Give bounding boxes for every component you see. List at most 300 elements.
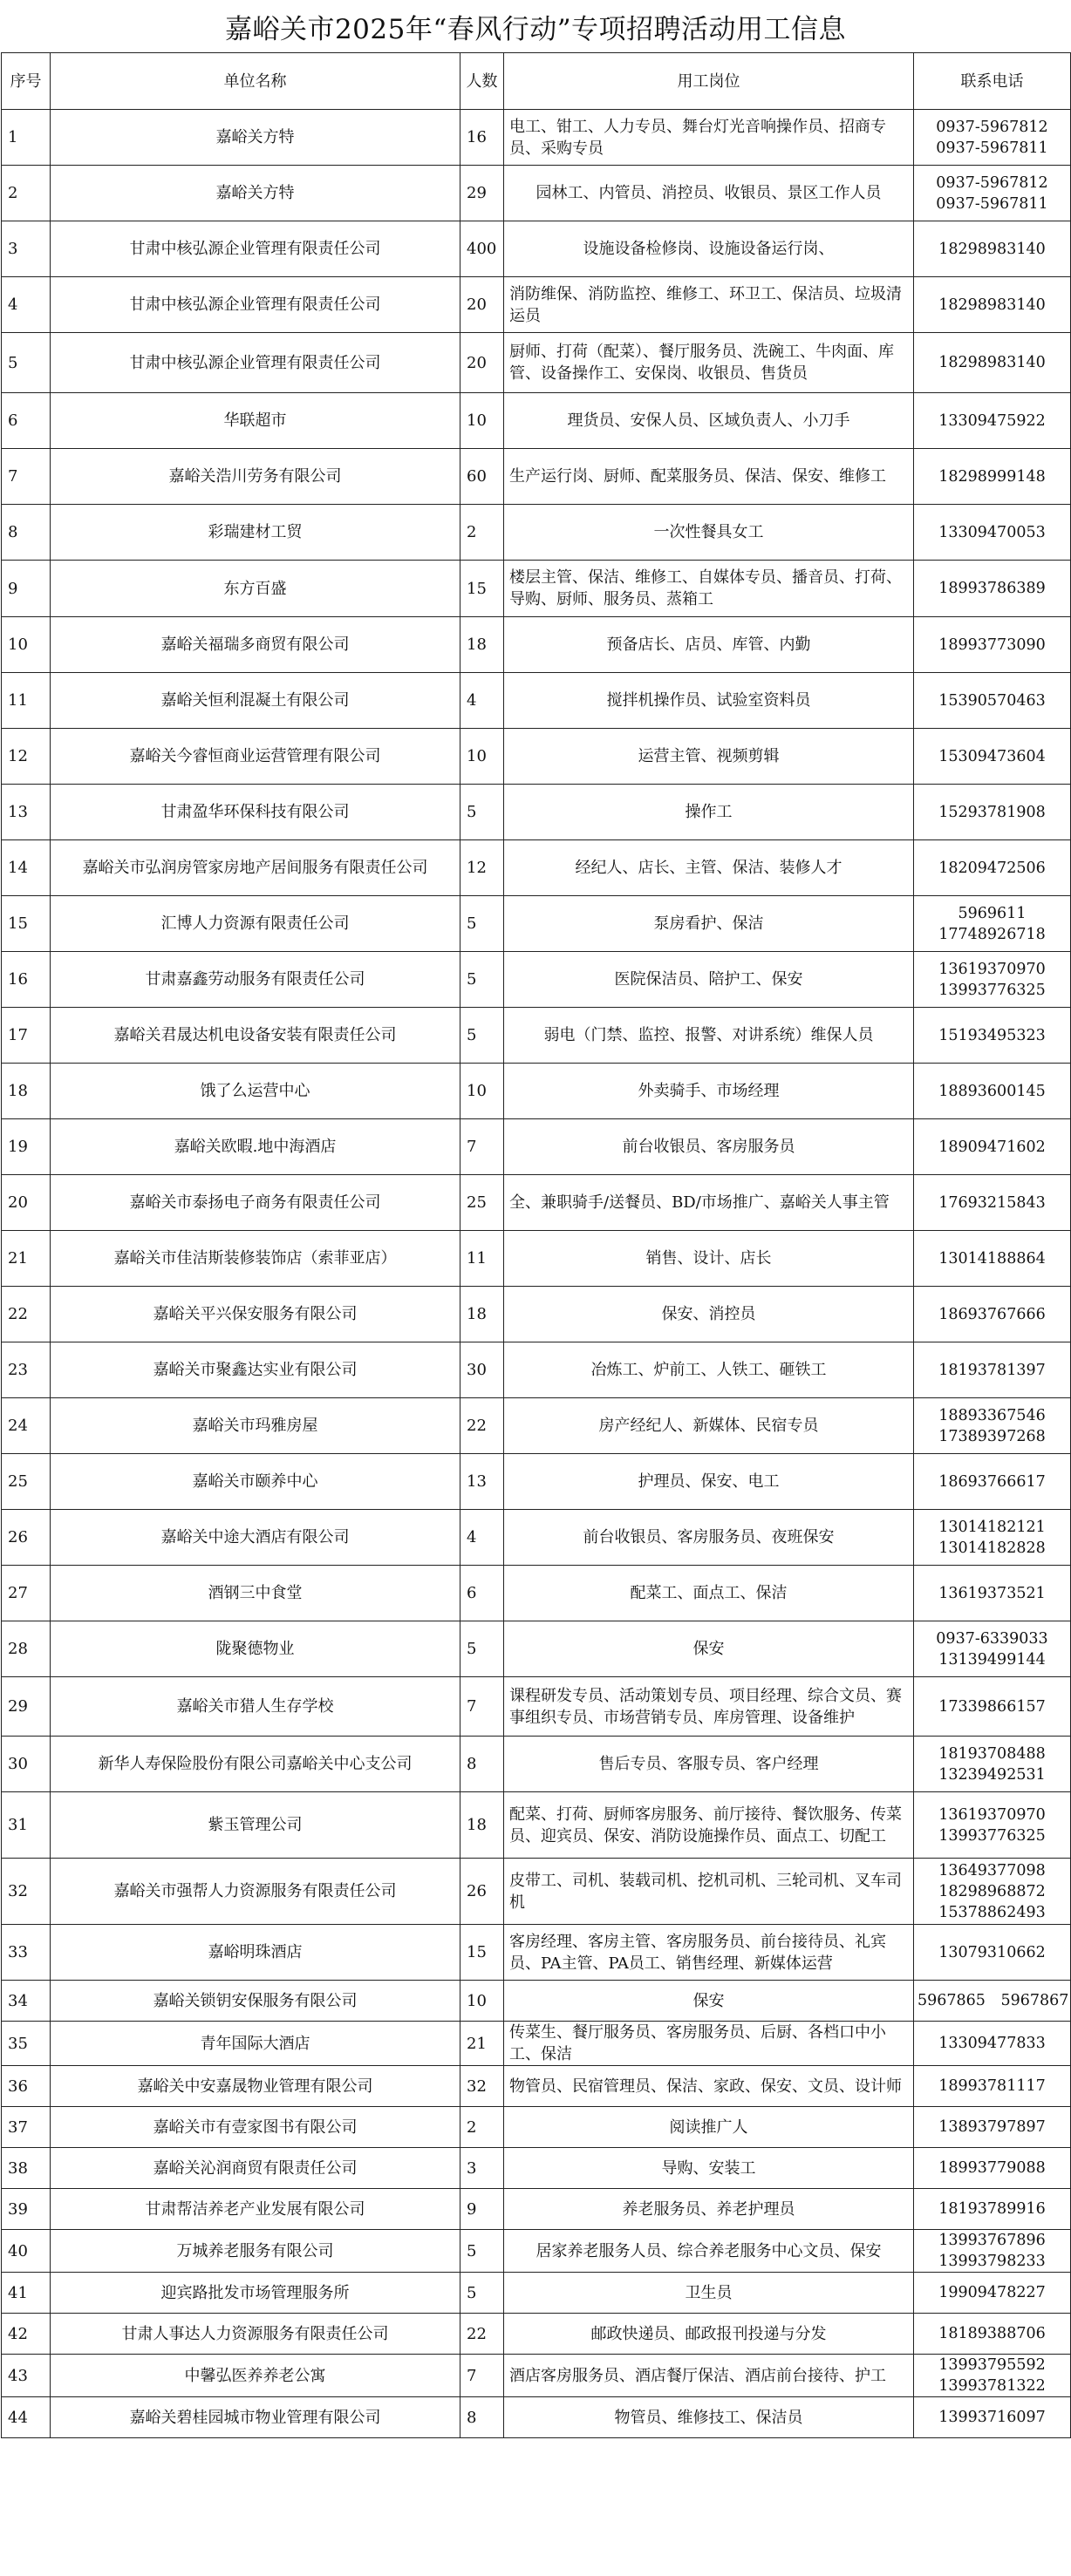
phone-number: 18298983140 [938,296,1046,314]
contact-phone [914,1064,1071,1119]
table-row [2,277,1071,333]
headcount: 18 [460,1287,504,1342]
contact-phone [914,1175,1071,1231]
headcount: 10 [460,1981,504,2022]
headcount: 4 [460,1510,504,1566]
positions: 生产运行岗、厨师、配菜服务员、保洁、保安、维修工 [504,449,914,505]
phone-number: 0937-5967812 [936,118,1048,136]
positions: 前台收银员、客房服务员、夜班保安 [504,1510,914,1566]
company-name: 嘉峪关恒利混凝土有限公司 [51,673,460,729]
row-number: 17 [2,1008,51,1064]
positions: 经纪人、店长、主管、保洁、装修人才 [504,840,914,896]
headcount: 7 [460,1677,504,1737]
positions: 居家养老服务人员、综合养老服务中心文员、保安 [504,2230,914,2273]
headcount: 29 [460,166,504,221]
contact-phone [914,277,1071,333]
row-number: 3 [2,221,51,277]
row-number: 41 [2,2273,51,2314]
positions: 邮政快递员、邮政报刊投递与分发 [504,2314,914,2355]
row-number: 27 [2,1566,51,1621]
phone-number: 13619370970 [938,1805,1046,1824]
row-number: 26 [2,1510,51,1566]
positions: 保安 [504,1981,914,2022]
contact-phone [914,333,1071,393]
company-name: 嘉峪关方特 [51,110,460,166]
phone-number: 13619373521 [938,1584,1046,1602]
positions: 传菜生、餐厅服务员、客房服务员、后厨、各档口中小工、保洁 [504,2022,914,2066]
phone-number: 18298999148 [938,467,1046,486]
phone-number: 13993795592 [938,2356,1046,2374]
table-row [2,2022,1071,2066]
row-number: 43 [2,2355,51,2397]
company-name: 嘉峪关碧桂园城市物业管理有限公司 [51,2397,460,2438]
headcount: 5 [460,896,504,952]
table-row [2,2355,1071,2397]
contact-phone [914,2022,1071,2066]
phone-number: 15390570463 [938,691,1046,710]
company-name: 嘉峪关今睿恒商业运营管理有限公司 [51,729,460,785]
contact-phone [914,729,1071,785]
table-row [2,1287,1071,1342]
phone-number: 13619370970 [938,960,1046,978]
company-name: 彩瑞建材工贸 [51,505,460,561]
table-row [2,1737,1071,1792]
contact-phone [914,1859,1071,1925]
table-row [2,1792,1071,1859]
headcount: 8 [460,2397,504,2438]
phone-number: 18993779088 [938,2159,1046,2177]
headcount: 5 [460,1008,504,1064]
positions: 皮带工、司机、装载司机、挖机司机、三轮司机、叉车司机 [504,1859,914,1925]
phone-number: 13993767896 [938,2232,1046,2249]
headcount: 8 [460,1737,504,1792]
table-body [2,110,1071,2438]
positions: 保安、消控员 [504,1287,914,1342]
header-no: 序号 [2,53,51,110]
header-company: 单位名称 [51,53,460,110]
phone-number: 18298968872 [938,1882,1046,1900]
row-number: 7 [2,449,51,505]
row-number: 11 [2,673,51,729]
row-number: 34 [2,1981,51,2022]
phone-number: 17389397268 [938,1427,1046,1445]
positions: 理货员、安保人员、区域负责人、小刀手 [504,393,914,449]
positions: 物管员、民宿管理员、保洁、家政、保安、文员、设计师 [504,2066,914,2107]
positions: 导购、安装工 [504,2148,914,2189]
row-number: 29 [2,1677,51,1737]
headcount: 22 [460,2314,504,2355]
contact-phone [914,2273,1071,2314]
contact-phone [914,1677,1071,1737]
phone-number: 18993773090 [938,636,1046,654]
phone-number: 18993786389 [938,580,1046,597]
table-header-row [2,53,1071,110]
company-name: 嘉峪关平兴保安服务有限公司 [51,1287,460,1342]
table-row [2,1859,1071,1925]
phone-number: 13993781322 [938,2377,1046,2395]
headcount: 5 [460,2273,504,2314]
row-number: 14 [2,840,51,896]
phone-number: 13239492531 [938,1765,1046,1784]
row-number: 16 [2,952,51,1008]
phone-number: 13993776325 [938,981,1046,999]
positions: 物管员、维修技工、保洁员 [504,2397,914,2438]
table-row [2,952,1071,1008]
table-row [2,1342,1071,1398]
phone-number: 18193789916 [938,2200,1046,2218]
headcount: 9 [460,2189,504,2230]
row-number: 44 [2,2397,51,2438]
positions: 园林工、内管员、消控员、收银员、景区工作人员 [504,166,914,221]
phone-number: 19909478227 [938,2284,1046,2301]
header-phone: 联系电话 [914,53,1071,110]
phone-number: 17748926718 [938,925,1046,943]
job-table [1,52,1071,2438]
positions: 配菜、打荷、厨师客房服务、前厅接待、餐饮服务、传菜员、迎宾员、保安、消防设施操作员、面点工、切配工 [504,1792,914,1859]
headcount: 2 [460,2107,504,2148]
table-row [2,1231,1071,1287]
headcount: 25 [460,1175,504,1231]
phone-number: 17339866157 [938,1697,1046,1716]
row-number: 21 [2,1231,51,1287]
row-number: 37 [2,2107,51,2148]
company-name: 嘉峪关市强帮人力资源服务有限责任公司 [51,1859,460,1925]
company-name: 甘肃帮洁养老产业发展有限公司 [51,2189,460,2230]
headcount: 30 [460,1342,504,1398]
row-number: 42 [2,2314,51,2355]
phone-number: 13139499144 [938,1650,1046,1669]
positions: 课程研发专员、活动策划专员、项目经理、综合文员、赛事组织专员、市场营销专员、库房管理、设备维护 [504,1677,914,1737]
phone-number: 15293781908 [938,803,1046,821]
contact-phone [914,1621,1071,1677]
company-name: 嘉峪关方特 [51,166,460,221]
company-name: 嘉峪关市猎人生存学校 [51,1677,460,1737]
table-row [2,673,1071,729]
table-row [2,1981,1071,2022]
row-number: 22 [2,1287,51,1342]
phone-number: 0937-5967812 [936,173,1048,192]
contact-phone [914,1925,1071,1981]
table-row [2,2107,1071,2148]
row-number: 2 [2,166,51,221]
row-number: 28 [2,1621,51,1677]
contact-phone [914,505,1071,561]
company-name: 嘉峪关中途大酒店有限公司 [51,1510,460,1566]
row-number: 10 [2,617,51,673]
table-row [2,729,1071,785]
table-row [2,2230,1071,2273]
phone-number: 13893797897 [938,2118,1046,2136]
phone-number: 13014182828 [938,1539,1046,1557]
positions: 冶炼工、炉前工、人铁工、砸铁工 [504,1342,914,1398]
row-number: 13 [2,785,51,840]
positions: 卫生员 [504,2273,914,2314]
table-row [2,505,1071,561]
contact-phone [914,221,1071,277]
header-count: 人数 [460,53,504,110]
table-row [2,221,1071,277]
row-number: 18 [2,1064,51,1119]
table-row [2,1510,1071,1566]
headcount: 26 [460,1859,504,1925]
phone-number: 5967865 5967867 [918,1992,1069,2009]
phone-number: 0937-6339033 [936,1629,1048,1648]
phone-number: 15378862493 [938,1903,1046,1921]
headcount: 16 [460,110,504,166]
contact-phone [914,1510,1071,1566]
company-name: 嘉峪关浩川劳务有限公司 [51,449,460,505]
page-title: 嘉峪关市2025年“春风行动”专项招聘活动用工信息 [224,13,847,45]
phone-number: 18298983140 [938,240,1046,258]
contact-phone [914,110,1071,166]
headcount: 11 [460,1231,504,1287]
positions: 搅拌机操作员、试验室资料员 [504,673,914,729]
contact-phone [914,840,1071,896]
company-name: 嘉峪关市佳洁斯装修装饰店（索菲亚店） [51,1231,460,1287]
positions: 酒店客房服务员、酒店餐厅保洁、酒店前台接待、护工 [504,2355,914,2397]
table-row [2,2397,1071,2438]
contact-phone [914,1454,1071,1510]
positions: 医院保洁员、陪护工、保安 [504,952,914,1008]
contact-phone [914,1342,1071,1398]
table-row [2,2314,1071,2355]
contact-phone [914,1792,1071,1859]
phone-number: 18298983140 [938,354,1046,371]
positions: 阅读推广人 [504,2107,914,2148]
phone-number: 13014188864 [938,1249,1046,1268]
company-name: 东方百盛 [51,561,460,617]
table-row [2,1621,1071,1677]
table-row [2,896,1071,952]
positions: 全、兼职骑手/送餐员、BD/市场推广、嘉峪关人事主管 [504,1175,914,1231]
table-row [2,110,1071,166]
positions: 预备店长、店员、库管、内勤 [504,617,914,673]
contact-phone [914,1008,1071,1064]
table-row [2,2189,1071,2230]
phone-number: 0937-5967811 [936,194,1048,213]
positions: 前台收银员、客房服务员 [504,1119,914,1175]
phone-number: 13309475922 [938,411,1046,430]
company-name: 中馨弘医养养老公寓 [51,2355,460,2397]
phone-number: 5969611 [958,904,1027,922]
headcount: 10 [460,393,504,449]
table-row [2,840,1071,896]
positions: 一次性餐具女工 [504,505,914,561]
company-name: 青年国际大酒店 [51,2022,460,2066]
company-name: 嘉峪关福瑞多商贸有限公司 [51,617,460,673]
row-number: 4 [2,277,51,333]
phone-number: 18893600145 [938,1082,1046,1100]
phone-number: 15309473604 [938,747,1046,765]
headcount: 4 [460,673,504,729]
company-name: 嘉峪关市颐养中心 [51,1454,460,1510]
header-positions: 用工岗位 [504,53,914,110]
row-number: 9 [2,561,51,617]
phone-number: 13309470053 [938,523,1046,541]
company-name: 陇聚德物业 [51,1621,460,1677]
contact-phone [914,393,1071,449]
row-number: 35 [2,2022,51,2066]
row-number: 33 [2,1925,51,1981]
contact-phone [914,1981,1071,2022]
positions: 操作工 [504,785,914,840]
contact-phone [914,1231,1071,1287]
phone-number: 13079310662 [938,1943,1046,1961]
company-name: 万城养老服务有限公司 [51,2230,460,2273]
contact-phone [914,2355,1071,2397]
row-number: 31 [2,1792,51,1859]
company-name: 酒钢三中食堂 [51,1566,460,1621]
headcount: 7 [460,2355,504,2397]
headcount: 12 [460,840,504,896]
company-name: 嘉峪关沁润商贸有限责任公司 [51,2148,460,2189]
phone-number: 13993798233 [938,2253,1046,2270]
company-name: 甘肃嘉鑫劳动服务有限责任公司 [51,952,460,1008]
headcount: 10 [460,729,504,785]
company-name: 嘉峪关市聚鑫达实业有限公司 [51,1342,460,1398]
headcount: 5 [460,952,504,1008]
contact-phone [914,1398,1071,1454]
contact-phone [914,2107,1071,2148]
phone-number: 15193495323 [938,1026,1046,1044]
positions: 销售、设计、店长 [504,1231,914,1287]
company-name: 嘉峪关市泰扬电子商务有限责任公司 [51,1175,460,1231]
contact-phone [914,1566,1071,1621]
table-row [2,2148,1071,2189]
headcount: 60 [460,449,504,505]
contact-phone [914,1119,1071,1175]
phone-number: 13309477833 [938,2035,1046,2052]
row-number: 40 [2,2230,51,2273]
table-row [2,561,1071,617]
positions: 消防维保、消防监控、维修工、环卫工、保洁员、垃圾清运员 [504,277,914,333]
positions: 客房经理、客房主管、客房服务员、前台接待员、礼宾员、PA主管、PA员工、销售经理、新媒体运营 [504,1925,914,1981]
company-name: 饿了么运营中心 [51,1064,460,1119]
headcount: 2 [460,505,504,561]
contact-phone [914,896,1071,952]
company-name: 紫玉管理公司 [51,1792,460,1859]
headcount: 10 [460,1064,504,1119]
contact-phone [914,1737,1071,1792]
row-number: 19 [2,1119,51,1175]
table-row [2,333,1071,393]
row-number: 8 [2,505,51,561]
positions: 房产经纪人、新媒体、民宿专员 [504,1398,914,1454]
table-row [2,166,1071,221]
row-number: 30 [2,1737,51,1792]
row-number: 15 [2,896,51,952]
positions: 养老服务员、养老护理员 [504,2189,914,2230]
table-row [2,1454,1071,1510]
contact-phone [914,2148,1071,2189]
headcount: 18 [460,1792,504,1859]
row-number: 12 [2,729,51,785]
company-name: 嘉峪关市弘润房管家房地产居间服务有限责任公司 [51,840,460,896]
company-name: 嘉峪明珠酒店 [51,1925,460,1981]
phone-number: 18693766617 [938,1472,1046,1491]
positions: 泵房看护、保洁 [504,896,914,952]
row-number: 36 [2,2066,51,2107]
table-row [2,2066,1071,2107]
contact-phone [914,166,1071,221]
table-row [2,1175,1071,1231]
company-name: 甘肃中核弘源企业管理有限责任公司 [51,221,460,277]
row-number: 32 [2,1859,51,1925]
positions: 运营主管、视频剪辑 [504,729,914,785]
company-name: 甘肃中核弘源企业管理有限责任公司 [51,333,460,393]
headcount: 13 [460,1454,504,1510]
positions: 电工、钳工、人力专员、舞台灯光音响操作员、招商专员、采购专员 [504,110,914,166]
table-row [2,393,1071,449]
phone-number: 18909471602 [938,1138,1046,1156]
table-row [2,1064,1071,1119]
company-name: 嘉峪关中安嘉晟物业管理有限公司 [51,2066,460,2107]
company-name: 迎宾路批发市场管理服务所 [51,2273,460,2314]
headcount: 20 [460,333,504,393]
table-row [2,785,1071,840]
phone-number: 18209472506 [938,859,1046,877]
headcount: 15 [460,1925,504,1981]
company-name: 华联超市 [51,393,460,449]
company-name: 嘉峪关欧暇.地中海酒店 [51,1119,460,1175]
contact-phone [914,952,1071,1008]
contact-phone [914,2397,1071,2438]
phone-number: 18893367546 [938,1406,1046,1424]
headcount: 18 [460,617,504,673]
contact-phone [914,2230,1071,2273]
row-number: 39 [2,2189,51,2230]
phone-number: 0937-5967811 [936,139,1048,157]
positions: 厨师、打荷（配菜）、餐厅服务员、洗碗工、牛肉面、库管、设备操作工、安保岗、收银员、售货员 [504,333,914,393]
company-name: 嘉峪关市玛雅房屋 [51,1398,460,1454]
table-row [2,2273,1071,2314]
headcount: 6 [460,1566,504,1621]
contact-phone [914,785,1071,840]
headcount: 7 [460,1119,504,1175]
phone-number: 13993716097 [938,2409,1046,2426]
headcount: 400 [460,221,504,277]
contact-phone [914,449,1071,505]
table-row [2,1119,1071,1175]
positions: 外卖骑手、市场经理 [504,1064,914,1119]
phone-number: 18193781397 [938,1361,1046,1379]
table-row [2,617,1071,673]
phone-number: 18993781117 [938,2077,1046,2095]
phone-number: 18693767666 [938,1305,1046,1323]
row-number: 24 [2,1398,51,1454]
positions: 售后专员、客服专员、客户经理 [504,1737,914,1792]
headcount: 32 [460,2066,504,2107]
company-name: 甘肃人事达人力资源服务有限责任公司 [51,2314,460,2355]
contact-phone [914,673,1071,729]
table-row [2,1677,1071,1737]
row-number: 5 [2,333,51,393]
headcount: 5 [460,1621,504,1677]
contact-phone [914,2189,1071,2230]
company-name: 甘肃盈华环保科技有限公司 [51,785,460,840]
company-name: 嘉峪关锁钥安保服务有限公司 [51,1981,460,2022]
row-number: 38 [2,2148,51,2189]
phone-number: 13014182121 [938,1518,1046,1536]
phone-number: 18193708488 [938,1744,1046,1763]
company-name: 甘肃中核弘源企业管理有限责任公司 [51,277,460,333]
row-number: 6 [2,393,51,449]
company-name: 新华人寿保险股份有限公司嘉峪关中心支公司 [51,1737,460,1792]
phone-number: 17693215843 [938,1193,1046,1212]
phone-number: 13649377098 [938,1861,1046,1879]
positions: 弱电（门禁、监控、报警、对讲系统）维保人员 [504,1008,914,1064]
row-number: 1 [2,110,51,166]
